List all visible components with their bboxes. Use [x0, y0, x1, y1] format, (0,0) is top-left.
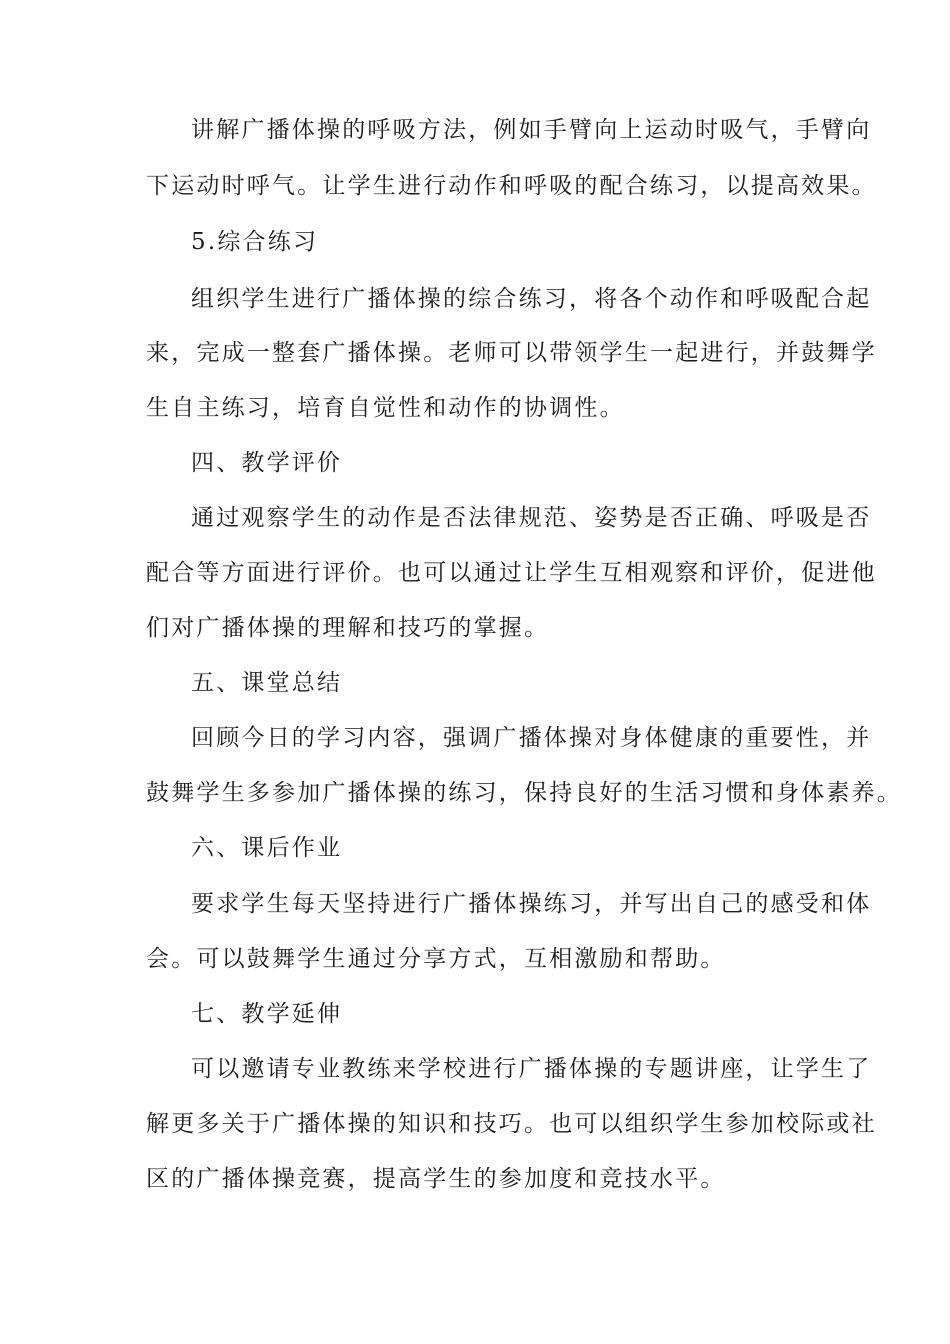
paragraph-summary-line-2: 鼓舞学生多参加广播体操的练习，保持良好的生活习惯和身体素养。 — [146, 780, 902, 806]
paragraph-breathing-line-2: 下运动时呼气。让学生进行动作和呼吸的配合练习，以提高效果。 — [146, 173, 877, 199]
paragraph-evaluation-line-1: 通过观察学生的动作是否法律规范、姿势是否正确、呼吸是否 — [191, 505, 872, 531]
paragraph-summary-line-1: 回顾今日的学习内容，强调广播体操对身体健康的重要性，并 — [191, 725, 872, 751]
heading-comprehensive-practice: 5.综合练习 — [191, 229, 319, 255]
paragraph-evaluation-line-3: 们对广播体操的理解和技巧的掌握。 — [146, 615, 550, 641]
paragraph-homework-line-2: 会。可以鼓舞学生通过分享方式，互相激励和帮助。 — [146, 946, 726, 972]
paragraph-evaluation-line-2: 配合等方面进行评价。也可以通过让学生互相观察和评价，促进他 — [146, 560, 877, 586]
paragraph-breathing-line-1: 讲解广播体操的呼吸方法，例如手臂向上运动时吸气，手臂向 — [191, 117, 872, 143]
paragraph-extension-line-1: 可以邀请专业教练来学校进行广播体操的专题讲座，让学生了 — [191, 1056, 872, 1082]
heading-class-summary: 五、课堂总结 — [191, 670, 343, 696]
paragraph-homework-line-1: 要求学生每天坚持进行广播体操练习，并写出自己的感受和体 — [191, 891, 872, 917]
paragraph-practice-line-1: 组织学生进行广播体操的综合练习，将各个动作和呼吸配合起 — [191, 286, 872, 312]
paragraph-practice-line-2: 来，完成一整套广播体操。老师可以带领学生一起进行，并鼓舞学 — [146, 340, 877, 366]
heading-teaching-evaluation: 四、教学评价 — [191, 450, 343, 476]
heading-teaching-extension: 七、教学延伸 — [191, 1001, 343, 1027]
paragraph-extension-line-2: 解更多关于广播体操的知识和技巧。也可以组织学生参加校际或社 — [146, 1111, 877, 1137]
paragraph-extension-line-3: 区的广播体操竞赛，提高学生的参加度和竞技水平。 — [146, 1166, 726, 1192]
heading-homework: 六、课后作业 — [191, 835, 343, 861]
paragraph-practice-line-3: 生自主练习，培育自觉性和动作的协调性。 — [146, 395, 625, 421]
